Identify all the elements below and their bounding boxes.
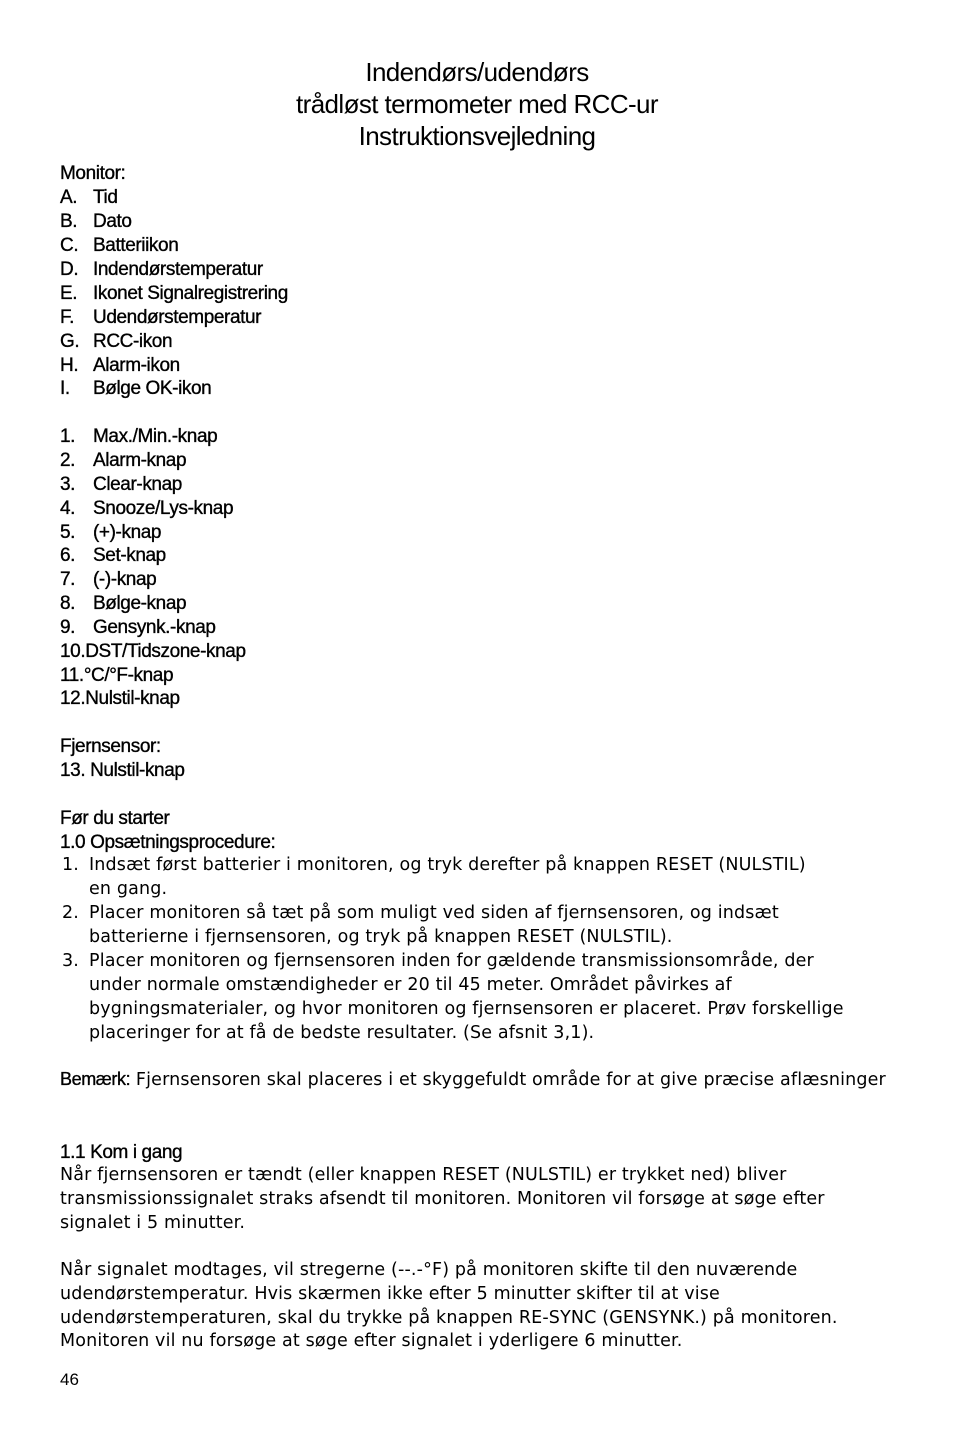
button-item: 2. Alarm-knap	[60, 450, 187, 471]
section-subheading: 1.0 Opsætningsprocedure:	[60, 832, 276, 853]
button-item: 9. Gensynk.-knap	[60, 617, 216, 638]
body-paragraph: Når fjernsensoren er tændt (eller knappen RESET (NULSTIL) er trykket ned) bliver transmissionssignalet straks afsendt til monitoren. Monitoren vil forsøge at søge efter signalet i 5 minutter.	[60, 1165, 825, 1233]
button-item: 3. Clear-knap	[60, 474, 182, 495]
setup-step: 2. Placer monitoren så tæt på som muligt ved siden af fjernsensoren, og indsæt batterierne i fjernsensoren, og tryk på knappen RESET (NULSTIL).	[62, 903, 779, 947]
button-item: 1. Max./Min.-knap	[60, 426, 218, 447]
button-item: 4. Snooze/Lys-knap	[60, 498, 234, 519]
monitor-item: F. Udendørstemperatur	[60, 307, 262, 328]
remote-sensor-heading: Fjernsensor:	[60, 736, 161, 757]
setup-step: 3. Placer monitoren og fjernsensoren inden for gældende transmissionsområde, der under normale omstændigheder er 20 til 45 meter. Området påvirkes af bygningsmaterialer, og hvor monitoren og fjernsensoren er placeret. Prøv forskellige placeringer for at få de bedste resultater. (Se afsnit 3,1).	[62, 951, 844, 1043]
monitor-heading: Monitor:	[60, 163, 126, 184]
section-heading: Før du starter	[60, 808, 170, 829]
button-item: 5. (+)-knap	[60, 522, 162, 543]
monitor-item: D. Indendørstemperatur	[60, 259, 263, 280]
note-label: Bemærk:	[60, 1069, 131, 1089]
button-item: 12.Nulstil-knap	[60, 688, 180, 709]
section-heading: 1.1 Kom i gang	[60, 1142, 183, 1163]
body-paragraph: Når signalet modtages, vil stregerne (--.-°F) på monitoren skifte til den nuværende udendørstemperatur. Hvis skærmen ikke efter 5 minutter skifter til at vise udendørstemperaturen, skal du trykke på knappen RE-SYNC (GENSYNK.) på monitoren. Monitoren vil nu forsøge at søge efter signalet i yderligere 6 minutter.	[60, 1260, 838, 1352]
monitor-item: A. Tid	[60, 187, 118, 208]
monitor-item: B. Dato	[60, 211, 132, 232]
page-number: 46	[60, 1370, 79, 1389]
monitor-item: C. Batteriikon	[60, 235, 179, 256]
monitor-item: G. RCC-ikon	[60, 331, 173, 352]
setup-step: 1. Indsæt først batterier i monitoren, og tryk derefter på knappen RESET (NULSTIL) en gang.	[62, 855, 806, 899]
button-item: 7. (-)-knap	[60, 569, 157, 590]
remote-sensor-item: 13. Nulstil-knap	[60, 760, 185, 781]
monitor-item: I. Bølge OK-ikon	[60, 378, 212, 399]
page-title-line-1: Indendørs/udendørs	[365, 57, 589, 87]
button-item: 6. Set-knap	[60, 545, 166, 566]
page-title-line-2: trådløst termometer med RCC-ur	[296, 89, 658, 119]
note-paragraph	[60, 1068, 900, 1093]
button-item: 10.DST/Tidszone-knap	[60, 641, 246, 662]
button-item: 8. Bølge-knap	[60, 593, 187, 614]
page-title-line-3: Instruktionsvejledning	[358, 121, 596, 151]
monitor-item: E. Ikonet Signalregistrering	[60, 283, 288, 304]
button-item: 11.°C/°F-knap	[60, 665, 174, 686]
monitor-item: H. Alarm-ikon	[60, 355, 180, 376]
note-text: Fjernsensoren skal placeres i et skyggefuldt område for at give præcise aflæsninger	[130, 1070, 886, 1090]
